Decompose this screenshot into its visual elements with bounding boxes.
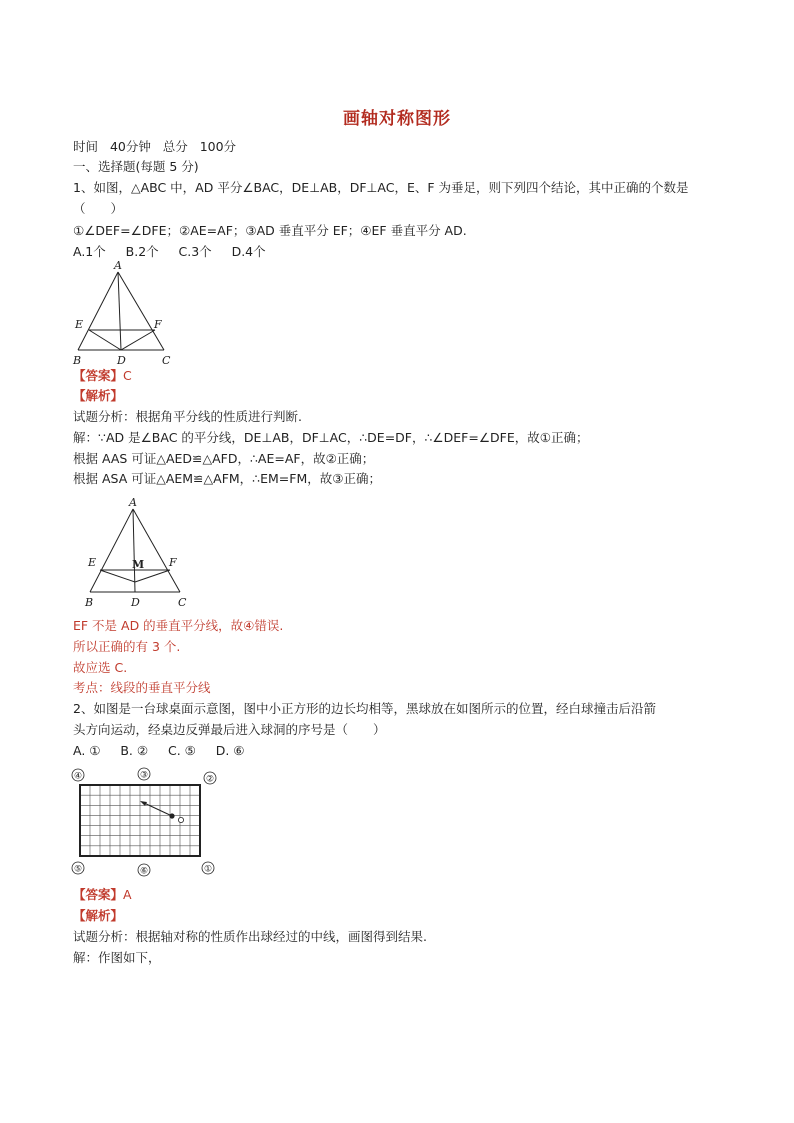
q1-fig-label-c: C — [162, 354, 171, 367]
q1-answer-value: C — [123, 368, 132, 383]
time-label: 时间 — [73, 139, 99, 154]
q2-billiard-table-figure — [68, 766, 220, 878]
hole-label-4: ④ — [73, 771, 83, 782]
q1-analysis-intro: 试题分析：根据角平分线的性质进行判断. — [73, 409, 302, 424]
q2-solution-line-1: 解：作图如下， — [73, 950, 161, 965]
q1-fig2-label-d: D — [131, 596, 140, 609]
q1-topic: 考点：线段的垂直平分线 — [73, 680, 211, 695]
q2-answer — [73, 886, 132, 904]
page-title: 画轴对称图形 — [343, 109, 451, 129]
q1-fig2-label-e: E — [88, 556, 97, 569]
q1-triangle-figure — [70, 258, 180, 370]
q1-solution-line-2: 根据 AAS 可证△AED≌△AFD，∴AE=AF，故②正确； — [73, 451, 375, 466]
black-ball — [169, 813, 174, 818]
q1-solution-line-1: 解：∵AD 是∠BAC 的平分线，DE⊥AB，DF⊥AC，∴DE=DF，∴∠DEF=∠DFE，故①正确； — [73, 430, 589, 445]
q1-fig2-label-f: F — [169, 556, 177, 569]
q1-triangle-figure-2 — [80, 494, 196, 612]
q2-stem-line-1: 2、如图是一台球桌面示意图，图中小正方形的边长均相等，黑球放在如图所示的位置，经白球撞击后沿箭 — [73, 701, 656, 716]
q2-option-a: A. ① — [73, 743, 101, 758]
time-value: 40分钟 — [109, 139, 151, 154]
q2-options — [73, 742, 245, 760]
score-label: 总分 — [162, 139, 188, 154]
header-info — [73, 138, 236, 156]
q1-answer-label: 【答案】 — [73, 368, 124, 383]
section-heading: 一、选择题(每题 5 分) — [73, 159, 199, 174]
hole-label-5: ⑤ — [73, 864, 83, 875]
q2-option-c: C. ⑤ — [167, 743, 196, 758]
q1-fig2-label-b: B — [85, 596, 94, 609]
q1-fig2-label-c: C — [178, 596, 187, 609]
q1-stem: 1、如图，△ABC 中，AD 平分∠BAC，DE⊥AB，DF⊥AC，E、F 为垂足，则下列四个结论，其中正确的个数是 — [73, 180, 689, 195]
q2-analysis-intro: 试题分析：根据轴对称的性质作出球经过的中线，画图得到结果. — [73, 929, 427, 944]
q2-stem-line-2: 头方向运动，经桌边反弹最后进入球洞的序号是（ ） — [73, 722, 386, 737]
q1-option-c: C.3个 — [178, 244, 212, 259]
q1-option-b: B.2个 — [125, 244, 159, 259]
q2-answer-label: 【答案】 — [73, 887, 124, 902]
q1-solution-line-6: 故应选 C. — [73, 660, 128, 675]
q2-option-d: D. ⑥ — [215, 743, 245, 758]
white-ball — [178, 817, 183, 822]
q1-analysis-label: 【解析】 — [73, 388, 124, 403]
q1-option-d: D.4个 — [231, 244, 266, 259]
q1-fig-label-e: E — [75, 318, 84, 331]
q1-fig-label-a: A — [114, 259, 122, 272]
q1-fig-label-d: D — [117, 354, 126, 367]
q2-answer-value: A — [123, 887, 132, 902]
hole-label-1: ① — [203, 864, 213, 875]
hole-label-3: ③ — [139, 770, 149, 781]
q1-fig-label-f: F — [154, 318, 162, 331]
q1-solution-line-3: 根据 ASA 可证△AEM≌△AFM，∴EM=FM，故③正确； — [73, 471, 381, 486]
q1-fig2-label-m: M — [132, 558, 145, 571]
q1-answer — [73, 367, 132, 385]
trajectory-arrow — [142, 802, 172, 816]
hole-label-6: ⑥ — [139, 866, 149, 877]
q2-option-b: B. ② — [120, 743, 149, 758]
score-value: 100分 — [199, 139, 237, 154]
q1-solution-line-5: 所以正确的有 3 个. — [73, 639, 181, 654]
q1-paren: （ ） — [73, 201, 124, 216]
hole-label-2: ② — [205, 774, 215, 785]
q2-analysis-label: 【解析】 — [73, 908, 124, 923]
q1-fig2-label-a: A — [129, 496, 137, 509]
q1-solution-line-4: EF 不是 AD 的垂直平分线，故④错误. — [73, 618, 284, 633]
q1-option-a: A.1个 — [73, 244, 106, 259]
q1-fig-label-b: B — [73, 354, 82, 367]
q1-statements: ①∠DEF=∠DFE；②AE=AF；③AD 垂直平分 EF；④EF 垂直平分 AD. — [73, 223, 467, 238]
